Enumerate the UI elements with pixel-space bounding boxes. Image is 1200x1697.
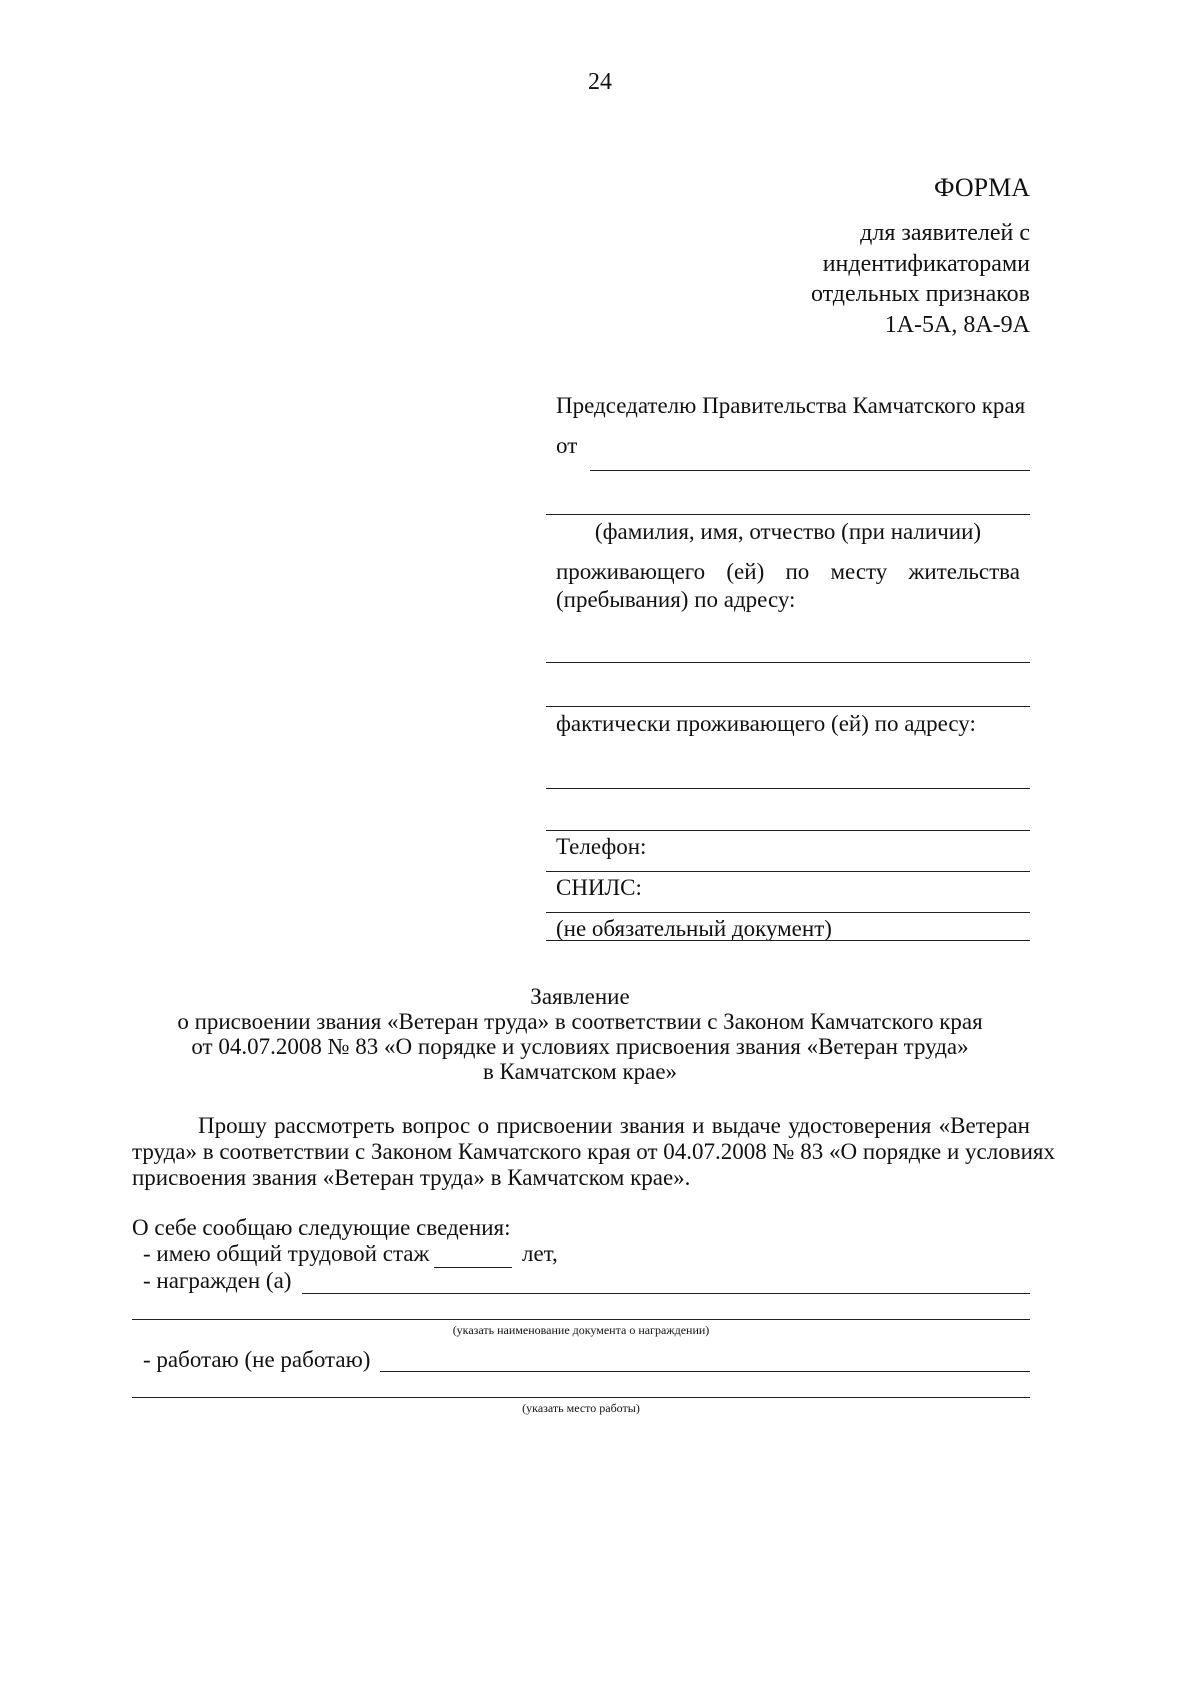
award-line-1[interactable]	[302, 1293, 1030, 1294]
form-label: ФОРМА	[934, 173, 1030, 202]
work-line-2[interactable]	[132, 1397, 1030, 1398]
title-line: Заявление	[530, 984, 630, 1009]
work-line-1[interactable]	[380, 1371, 1030, 1372]
title-line: в Камчатском крае»	[482, 1059, 678, 1084]
subtitle-line: для заявителей с	[860, 220, 1030, 246]
addressee-from: от	[556, 433, 578, 458]
name-hint: (фамилия, имя, отчество (при наличии)	[594, 519, 982, 544]
title-line: о присвоении звания «Ветеран труда» в соответствии с Законом Камчатского края	[177, 1009, 983, 1034]
addressee-to: Председателю Правительства Камчатского края	[556, 393, 1026, 418]
optional-line[interactable]	[546, 940, 1030, 941]
snils-line[interactable]	[546, 912, 1030, 913]
award-line-2[interactable]	[132, 1319, 1030, 1320]
optional-note: (не обязательный документ)	[556, 916, 832, 941]
awarded-label: - награжден (а)	[143, 1268, 292, 1293]
body-line-1: Прошу рассмотреть вопрос о присвоении звания и выдаче удостоверения «Ветеран	[198, 1113, 1030, 1138]
subtitle-line: 1А-5А, 8А-9А	[884, 311, 1030, 338]
subtitle-line: индентификаторами	[822, 250, 1030, 277]
experience-suffix: лет,	[522, 1241, 558, 1266]
body-line-2: труда» в соответствии с Законом Камчатского края от 04.07.2008 № 83 «О порядке и условиях	[132, 1139, 1055, 1164]
actual-address-line-1[interactable]	[546, 788, 1030, 789]
info-intro: О себе сообщаю следующие сведения:	[132, 1215, 511, 1240]
title-line: от 04.07.2008 № 83 «О порядке и условиях присвоения звания «Ветеран труда»	[191, 1034, 969, 1059]
phone-label: Телефон:	[556, 834, 647, 859]
residence-line-1	[556, 558, 1020, 586]
name-line-2[interactable]	[546, 514, 1030, 515]
actual-address-line-2[interactable]	[546, 830, 1030, 831]
actual-address-label: фактически проживающего (ей) по адресу:	[556, 711, 976, 736]
work-label: - работаю (не работаю)	[143, 1347, 371, 1372]
page-number: 24	[588, 69, 612, 95]
residence-word: (ей)	[726, 559, 765, 584]
residence-word: месту	[830, 559, 888, 584]
from-name-line[interactable]	[590, 470, 1030, 471]
experience-label: - имею общий трудовой стаж	[143, 1241, 430, 1266]
residence-word: проживающего	[556, 559, 706, 584]
experience-years-field[interactable]	[434, 1267, 512, 1268]
phone-line[interactable]	[546, 871, 1030, 872]
subtitle-line: отдельных признаков	[810, 281, 1030, 307]
residence-address-line-2[interactable]	[546, 706, 1030, 707]
work-hint: (указать место работы)	[522, 1401, 640, 1415]
body-line-3: присвоения звания «Ветеран труда» в Камчатском крае».	[132, 1165, 691, 1190]
residence-line-2: (пребывания) по адресу:	[556, 587, 796, 612]
residence-address-line-1[interactable]	[546, 662, 1030, 663]
residence-word: по	[785, 559, 810, 584]
snils-label: СНИЛС:	[556, 875, 642, 900]
award-hint: (указать наименование документа о награждении)	[452, 1323, 710, 1337]
residence-word: жительства	[908, 559, 1020, 584]
form-subtitle	[720, 218, 1030, 340]
document-title	[130, 984, 1030, 1084]
